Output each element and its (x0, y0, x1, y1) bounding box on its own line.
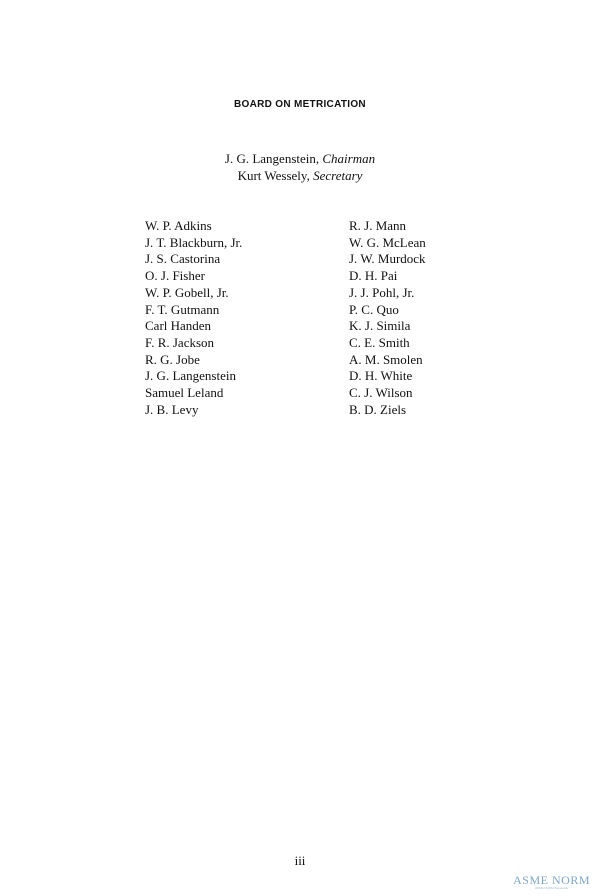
watermark-logo (513, 874, 590, 890)
member-name: A. M. Smolen (349, 351, 423, 367)
members-column-left (145, 218, 242, 418)
member-name: C. J. Wilson (349, 385, 413, 401)
officer-name: J. G. Langenstein, (224, 151, 320, 166)
member-name: K. J. Simila (349, 318, 411, 334)
member-name: J. G. Langenstein (145, 368, 236, 384)
member-name: J. S. Castorina (145, 251, 221, 267)
member-name: F. T. Gutmann (145, 301, 220, 317)
member-name: J. W. Murdock (349, 251, 426, 267)
members-column-right (349, 218, 426, 418)
member-name: R. G. Jobe (145, 351, 200, 367)
page-number: iii (294, 853, 306, 868)
member-name: W. P. Gobell, Jr. (145, 284, 229, 300)
member-name: Samuel Leland (145, 385, 224, 401)
page-heading: BOARD ON METRICATION (234, 99, 366, 110)
officer-line (0, 167, 600, 184)
member-name: Carl Handen (145, 318, 212, 334)
member-name: B. D. Ziels (349, 401, 407, 417)
officer-name: Kurt Wessely, (237, 168, 310, 183)
officer-role: Secretary (313, 168, 363, 183)
watermark-subtext: ASME NORM Standards (535, 886, 569, 890)
member-name: J. B. Levy (145, 401, 199, 417)
member-name: J. J. Pohl, Jr. (349, 284, 415, 300)
officer-role: Chairman (322, 151, 376, 166)
member-name: C. E. Smith (349, 334, 410, 350)
member-name: W. P. Adkins (145, 218, 212, 233)
officers-block (0, 150, 600, 184)
member-name: F. R. Jackson (145, 334, 215, 350)
officer-line (0, 150, 600, 167)
member-name: O. J. Fisher (145, 268, 205, 284)
watermark-text: ASME NORM (513, 873, 590, 887)
member-name: W. G. McLean (349, 234, 426, 250)
member-name: R. J. Mann (349, 218, 407, 233)
member-name: J. T. Blackburn, Jr. (145, 234, 243, 250)
member-name: P. C. Quo (349, 301, 399, 317)
member-name: D. H. White (349, 368, 413, 384)
member-name: D. H. Pai (349, 268, 398, 284)
